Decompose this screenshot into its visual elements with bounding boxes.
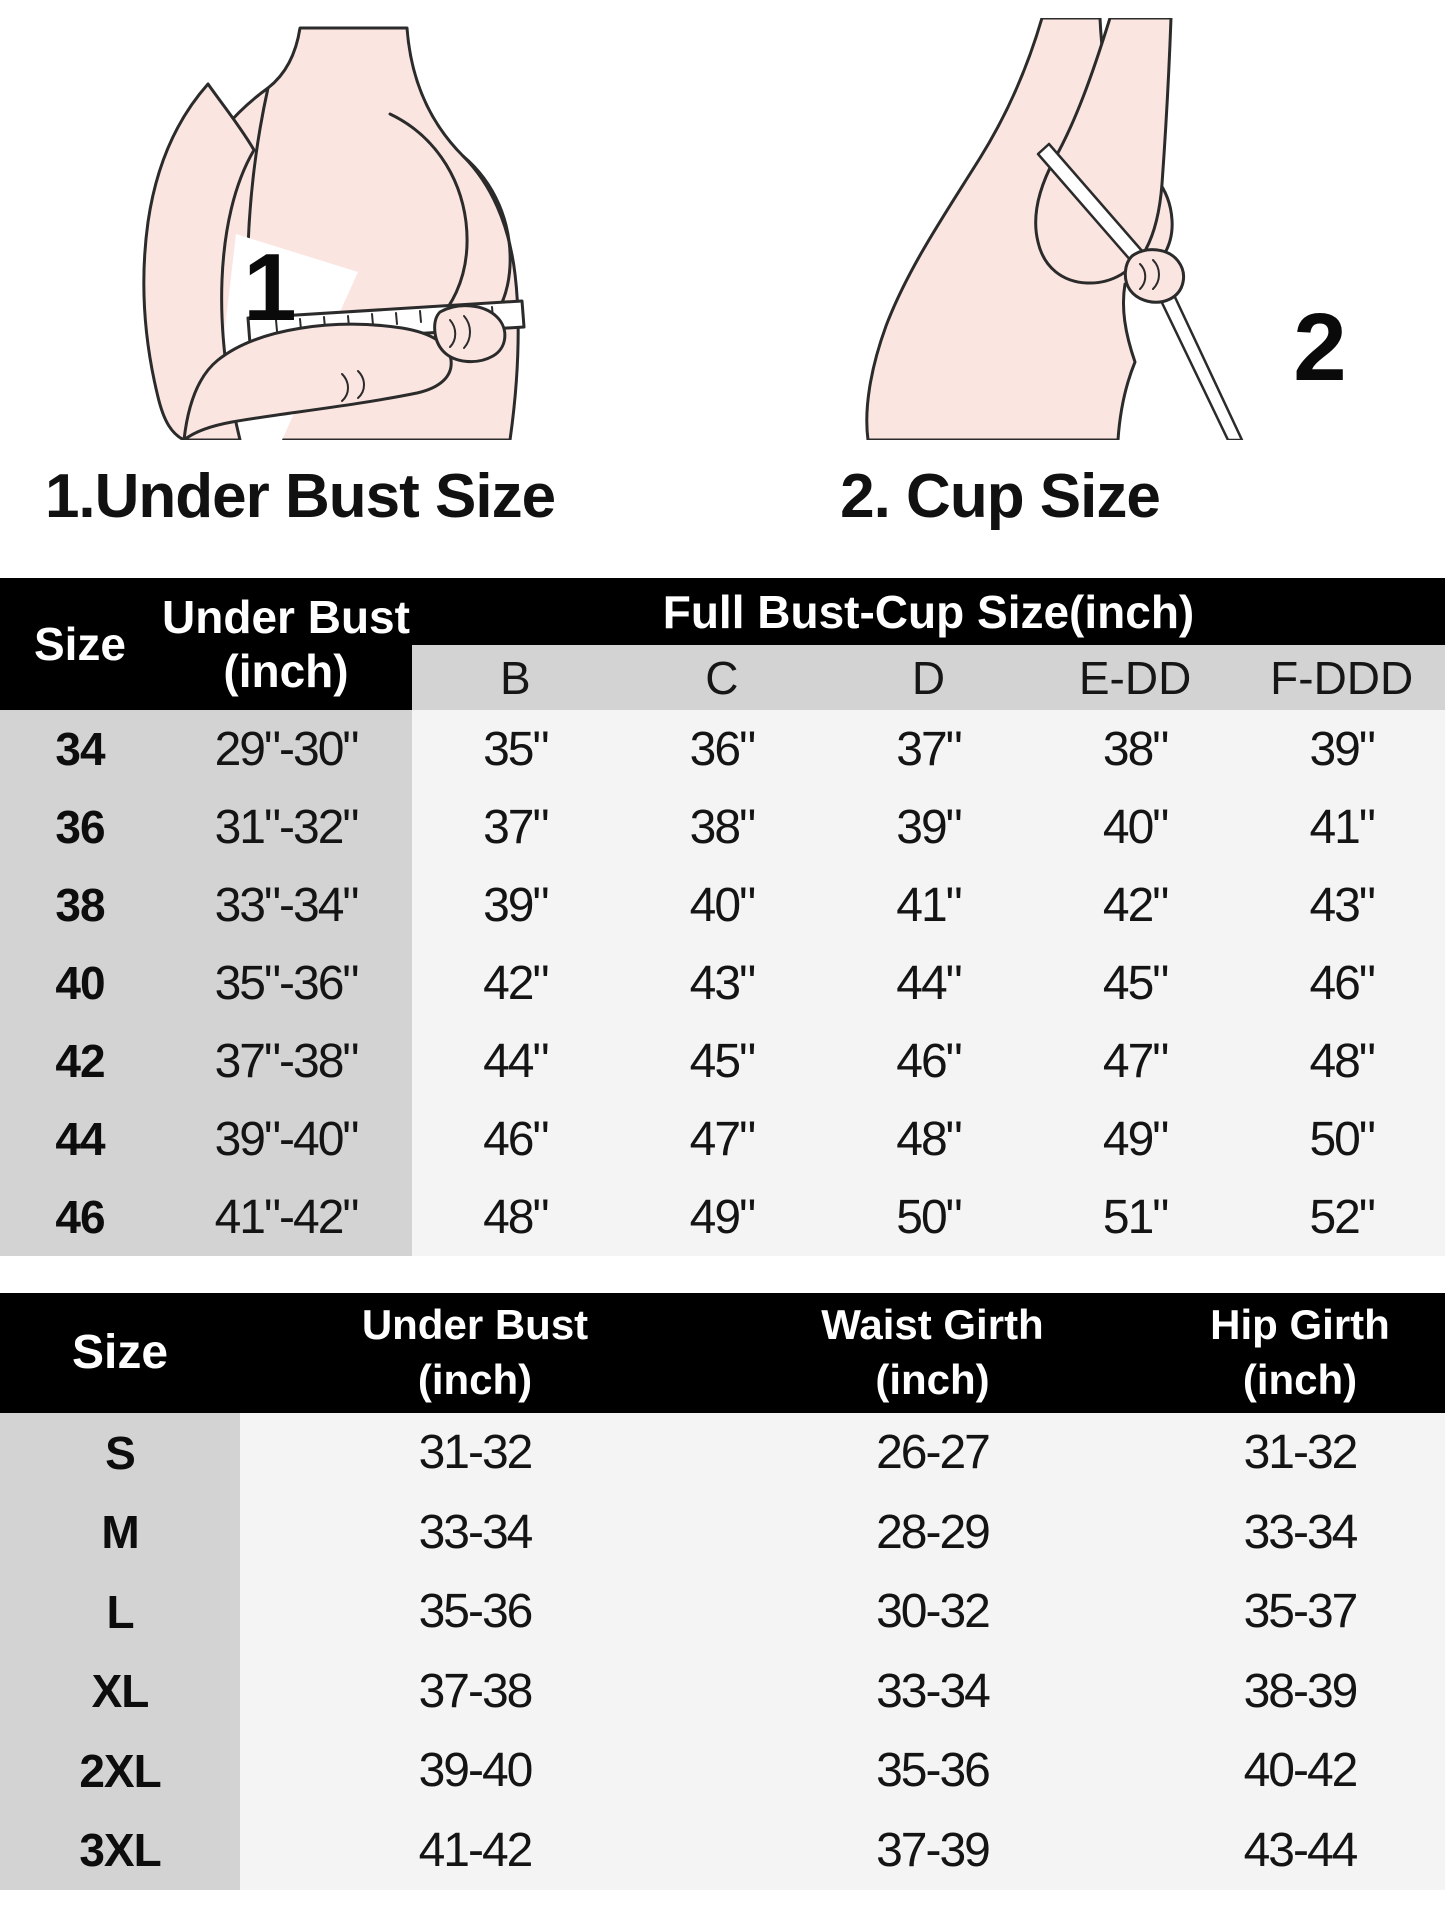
hip-girth-cell: 43-44: [1155, 1811, 1445, 1891]
header-line2: (inch): [875, 1356, 990, 1403]
header-line2: (inch): [417, 1356, 533, 1403]
hip-girth-cell: 31-32: [1155, 1413, 1445, 1493]
cup-cell: 50": [825, 1178, 1032, 1256]
under-bust-cell: 37-38: [240, 1652, 710, 1732]
step-1-label: 1: [243, 234, 297, 341]
cup-cell: 50": [1238, 1100, 1445, 1178]
under-bust-cell: 31-32: [240, 1413, 710, 1493]
cup-cell: 52": [1238, 1178, 1445, 1256]
body-measurement-table: [0, 1293, 1445, 1890]
header-line2: (inch): [1242, 1356, 1358, 1403]
size-cell: XL: [0, 1652, 240, 1732]
cup-cell: 39": [1238, 710, 1445, 788]
waist-girth-cell: 28-29: [710, 1493, 1155, 1573]
cup-cell: 39": [412, 866, 619, 944]
under-bust-cell: 29"-30": [160, 710, 412, 788]
cup-cell: 42": [412, 944, 619, 1022]
waist-girth-cell: 33-34: [710, 1652, 1155, 1732]
size-header: Size: [0, 578, 160, 710]
hip-girth-cell: 40-42: [1155, 1731, 1445, 1811]
cup-cell: 40": [1032, 788, 1239, 866]
cup-cell: 37": [412, 788, 619, 866]
cup-cell: 46": [825, 1022, 1032, 1100]
cup-col-header: D: [825, 645, 1032, 710]
cup-cell: 45": [619, 1022, 826, 1100]
hip-girth-cell: 38-39: [1155, 1652, 1445, 1732]
under-bust-cell: 41"-42": [160, 1178, 412, 1256]
full-bust-header: Full Bust-Cup Size(inch): [412, 578, 1445, 645]
under-bust-header-line2: (inch): [223, 645, 349, 697]
cup-cell: 44": [825, 944, 1032, 1022]
waist-girth-cell: 30-32: [710, 1572, 1155, 1652]
cup-cell: 43": [619, 944, 826, 1022]
size-cell: 42: [0, 1022, 160, 1100]
under-bust-cell: 39-40: [240, 1731, 710, 1811]
under-bust-cell: 41-42: [240, 1811, 710, 1891]
size-cell: 34: [0, 710, 160, 788]
cup-cell: 47": [619, 1100, 826, 1178]
cup-cell: 49": [1032, 1100, 1239, 1178]
under-bust-cell: 35-36: [240, 1572, 710, 1652]
cup-cell: 35": [412, 710, 619, 788]
header-line1: Hip Girth: [1210, 1301, 1390, 1349]
cup-cell: 46": [412, 1100, 619, 1178]
cup-cell: 47": [1032, 1022, 1239, 1100]
size-cell: S: [0, 1413, 240, 1493]
cup-cell: 46": [1238, 944, 1445, 1022]
cup-col-header: E-DD: [1032, 645, 1239, 710]
cup-cell: 42": [1032, 866, 1239, 944]
cup-col-header: B: [412, 645, 619, 710]
size-cell: L: [0, 1572, 240, 1652]
cup-cell: 41": [825, 866, 1032, 944]
cup-cell: 41": [1238, 788, 1445, 866]
under-bust-cell: 35"-36": [160, 944, 412, 1022]
size-header: Size: [0, 1293, 240, 1413]
under-bust-header: [160, 578, 412, 710]
waist-girth-cell: 35-36: [710, 1731, 1155, 1811]
cup-size-table: [0, 578, 1445, 1256]
cup-col-header: F-DDD: [1238, 645, 1445, 710]
size-cell: 3XL: [0, 1811, 240, 1891]
size-cell: 44: [0, 1100, 160, 1178]
under-bust-cell: 39"-40": [160, 1100, 412, 1178]
measure-under-bust-illustration: [90, 22, 630, 440]
header-line1: Under Bust: [361, 1301, 589, 1349]
size-cell: 38: [0, 866, 160, 944]
cup-cell: 48": [412, 1178, 619, 1256]
cup-cell: 48": [825, 1100, 1032, 1178]
cup-cell: 37": [825, 710, 1032, 788]
hip-girth-header: [1155, 1293, 1445, 1413]
size-cell: M: [0, 1493, 240, 1573]
cup-cell: 51": [1032, 1178, 1239, 1256]
hip-girth-cell: 33-34: [1155, 1493, 1445, 1573]
cup-size-caption: 2. Cup Size: [840, 462, 1160, 531]
cup-cell: 38": [619, 788, 826, 866]
step-2-label: 2: [1293, 294, 1347, 401]
under-bust-cell: 33"-34": [160, 866, 412, 944]
under-bust-cell: 31"-32": [160, 788, 412, 866]
size-cell: 46: [0, 1178, 160, 1256]
hip-girth-cell: 35-37: [1155, 1572, 1445, 1652]
cup-cell: 43": [1238, 866, 1445, 944]
size-cell: 40: [0, 944, 160, 1022]
size-cell: 36: [0, 788, 160, 866]
header-line1: Waist Girth: [821, 1301, 1044, 1349]
cup-cell: 45": [1032, 944, 1239, 1022]
cup-cell: 49": [619, 1178, 826, 1256]
cup-cell: 36": [619, 710, 826, 788]
waist-girth-header: [710, 1293, 1155, 1413]
cup-cell: 38": [1032, 710, 1239, 788]
cup-cell: 39": [825, 788, 1032, 866]
under-bust-cell: 37"-38": [160, 1022, 412, 1100]
under-bust-caption: 1.Under Bust Size: [44, 462, 556, 531]
cup-col-header: C: [619, 645, 826, 710]
waist-girth-cell: 37-39: [710, 1811, 1155, 1891]
cup-cell: 48": [1238, 1022, 1445, 1100]
under-bust-header-line1: Under Bust: [162, 590, 410, 643]
size-cell: 2XL: [0, 1731, 240, 1811]
under-bust-cell: 33-34: [240, 1493, 710, 1573]
measure-cup-illustration: [780, 18, 1380, 440]
cup-cell: 40": [619, 866, 826, 944]
under-bust-header: [240, 1293, 710, 1413]
cup-cell: 44": [412, 1022, 619, 1100]
waist-girth-cell: 26-27: [710, 1413, 1155, 1493]
